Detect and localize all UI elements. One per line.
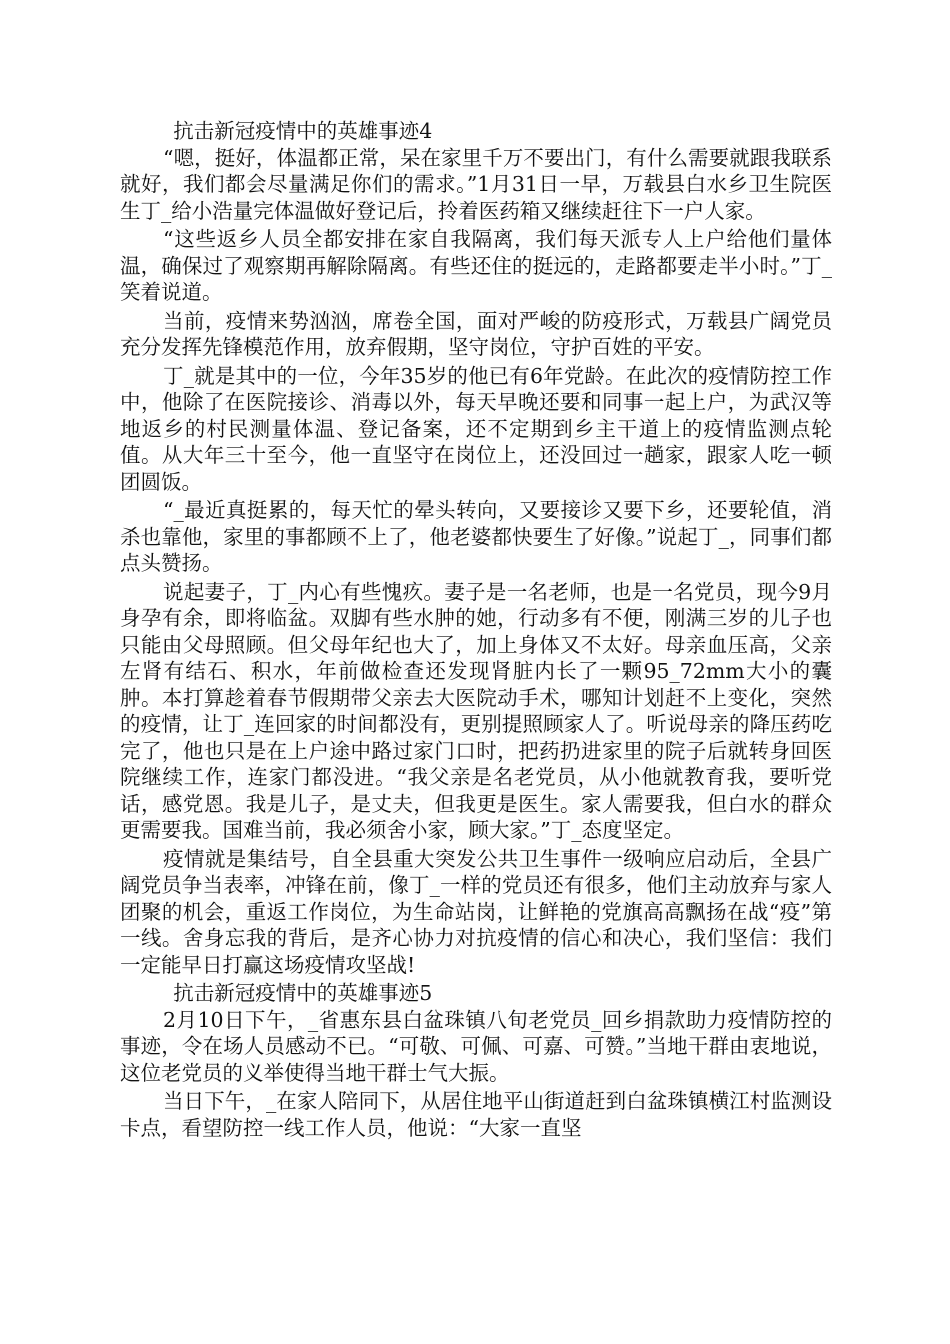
paragraph: “嗯，挺好，体温都正常，呆在家里千万不要出门，有什么需要就跟我联系就好，我们都会尽量满足你们的需求。”1月31日一早，万载县白水乡卫生院医生丁_给小浩量完体温做好登记后，拎着医药箱又继续赶往下一户人家。 (120, 145, 832, 223)
section-heading-5: 抗击新冠疫情中的英雄事迹5 (173, 981, 433, 1005)
paragraph: 当前，疫情来势汹汹，席卷全国，面对严峻的防疫形式，万载县广阔党员充分发挥先锋模范作用，放弃假期，坚守岗位，守护百姓的平安。 (120, 308, 832, 359)
paragraph: 丁_就是其中的一位，今年35岁的他已有6年党龄。在此次的疫情防控工作中，他除了在医院接诊、消毒以外，每天早晚还要和同事一起上户，为武汉等地返乡的村民测量体温、登记备案，还不定期到乡主干道上的疫情监测点轮值。从大年三十至今，他一直坚守在岗位上，还没回过一趟家，跟家人吃一顿团圆饭。 (120, 363, 832, 494)
document-page (120, 118, 832, 1143)
paragraph: “_最近真挺累的，每天忙的晕头转向，又要接诊又要下乡，还要轮值，消杀也靠他，家里的事都顾不上了，他老婆都快要生了好像。”说起丁_，同事们都点头赞扬。 (120, 498, 832, 575)
paragraph: 说起妻子，丁_内心有些愧疚。妻子是一名老师，也是一名党员，现今9月身孕有余，即将临盆。双脚有些水肿的她，行动多有不便，刚满三岁的儿子也只能由父母照顾。但父母年纪也大了，加上身体又不太好。母亲血压高，父亲左肾有结石、积水，年前做检查还发现肾脏内长了一颗95_72mm大小的囊肿。本打算趁着春节假期带父亲去大医院动手术，哪知计划赶不上变化，突然的疫情，让丁_连回家的时间都没有，更别提照顾家人了。听说母亲的降压药吃完了，他也只是在上户途中路过家门口时，把药扔进家里的院子后就转身回医院继续工作，连家门都没进。“我父亲是名老党员，从小他就教育我，要听党话，感党恩。我是儿子，是丈夫，但我更是医生。家人需要我，但白水的群众更需要我。国难当前，我必须舍小家，顾大家。”丁_态度坚定。 (120, 579, 832, 842)
paragraph: 2月10日下午，_省惠东县白盆珠镇八旬老党员_回乡捐款助力疫情防控的事迹，令在场人员感动不已。“可敬、可佩、可嘉、可赞。”当地干群由衷地说，这位老党员的义举使得当地干群士气大振。 (120, 1007, 832, 1085)
paragraph: 疫情就是集结号，自全县重大突发公共卫生事件一级响应启动后，全县广阔党员争当表率，冲锋在前，像丁_一样的党员还有很多，他们主动放弃与家人团聚的机会，重返工作岗位，为生命站岗，让鲜艳的党旗高高飘扬在战“疫”第一线。舍身忘我的背后，是齐心协力对抗疫情的信心和决心，我们坚信：我们一定能早日打赢这场疫情攻坚战! (120, 846, 832, 977)
paragraph: 当日下午，_在家人陪同下，从居住地平山街道赶到白盆珠镇横江村监测设卡点，看望防控一线工作人员，他说：“大家一直坚 (120, 1089, 832, 1140)
paragraph: “这些返乡人员全都安排在家自我隔离，我们每天派专人上户给他们量体温，确保过了观察期再解除隔离。有些还住的挺远的，走路都要走半小时。”丁_笑着说道。 (120, 227, 832, 304)
section-heading-4: 抗击新冠疫情中的英雄事迹4 (173, 119, 433, 143)
